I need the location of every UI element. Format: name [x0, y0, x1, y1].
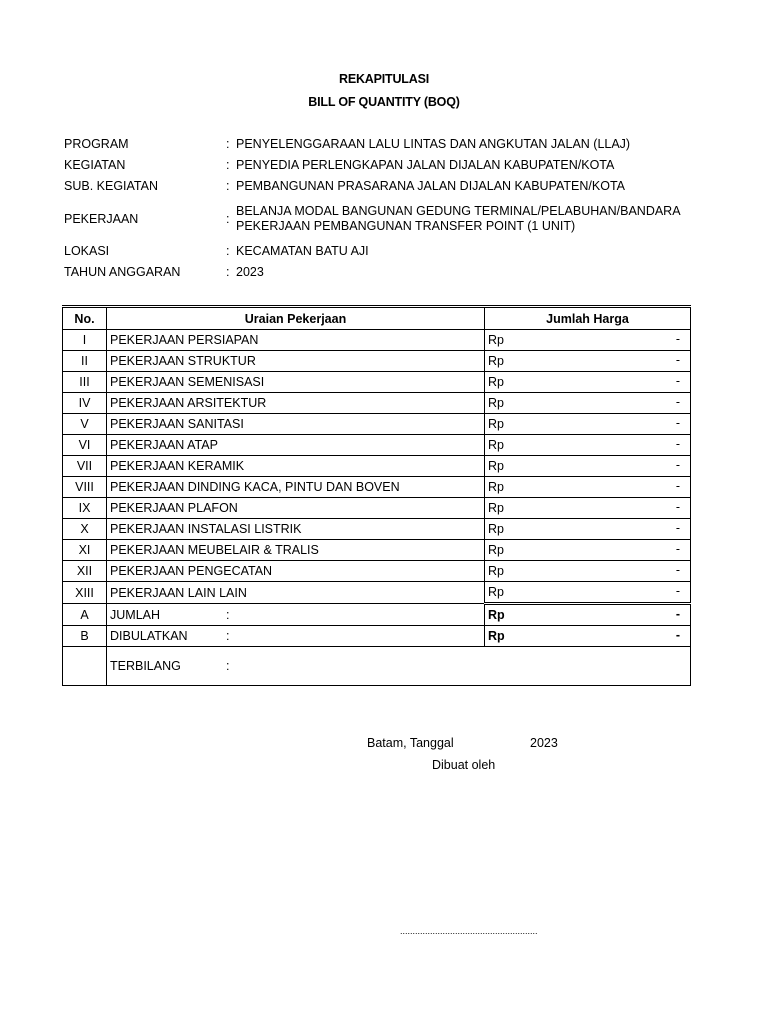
- row-currency: Rp: [488, 522, 504, 536]
- meta-value: PEMBANGUNAN PRASARANA JALAN DIJALAN KABUPATEN/KOTA: [236, 179, 625, 193]
- table-row: [63, 582, 691, 604]
- meta-row-program: [64, 137, 704, 157]
- row-amount-value: -: [675, 563, 680, 577]
- summary-description: [107, 626, 485, 647]
- meta-value-line1: BELANJA MODAL BANGUNAN GEDUNG TERMINAL/PELABUHAN/BANDARA: [236, 204, 681, 218]
- row-amount: [485, 540, 691, 561]
- meta-colon: :: [226, 244, 230, 258]
- row-amount: [485, 519, 691, 540]
- table-body: [63, 330, 691, 686]
- summary-row: [63, 626, 691, 647]
- row-currency: Rp: [488, 333, 504, 347]
- table-row: [63, 477, 691, 498]
- row-currency: Rp: [488, 480, 504, 494]
- row-number: V: [63, 414, 107, 435]
- row-amount-value: -: [675, 479, 680, 493]
- meta-row-tahun-anggaran: [64, 265, 704, 285]
- meta-colon: :: [226, 137, 230, 151]
- column-header-no: No.: [63, 307, 107, 330]
- summary-label: DIBULATKAN: [110, 629, 188, 643]
- summary-row: [63, 604, 691, 626]
- meta-colon: :: [226, 179, 230, 193]
- meta-value: KECAMATAN BATU AJI: [236, 244, 369, 258]
- meta-label: TAHUN ANGGARAN: [64, 265, 181, 279]
- row-amount: [485, 498, 691, 519]
- row-number: I: [63, 330, 107, 351]
- document-subtitle: BILL OF QUANTITY (BOQ): [308, 95, 460, 109]
- row-number: VIII: [63, 477, 107, 498]
- meta-row-sub-kegiatan: [64, 179, 704, 199]
- summary-colon: :: [226, 629, 230, 643]
- meta-value: 2023: [236, 265, 264, 279]
- row-amount-value: -: [675, 332, 680, 346]
- meta-label: PEKERJAAN: [64, 212, 139, 226]
- meta-label: KEGIATAN: [64, 158, 126, 172]
- row-currency: Rp: [488, 438, 504, 452]
- terbilang-colon: :: [226, 659, 230, 673]
- row-amount-value: -: [675, 395, 680, 409]
- table-row: [63, 435, 691, 456]
- summary-amount-value: -: [675, 628, 680, 642]
- row-number: IX: [63, 498, 107, 519]
- column-header-jumlah: Jumlah Harga: [485, 307, 691, 330]
- terbilang-number: [63, 647, 107, 686]
- row-amount-value: -: [675, 374, 680, 388]
- meta-colon: :: [226, 158, 230, 172]
- summary-description: [107, 604, 485, 626]
- row-amount: [485, 477, 691, 498]
- row-amount-value: -: [675, 458, 680, 472]
- row-number: IV: [63, 393, 107, 414]
- meta-value: [236, 204, 681, 234]
- row-currency: Rp: [488, 459, 504, 473]
- row-amount: [485, 330, 691, 351]
- signature-line: .......................................................: [400, 926, 538, 936]
- table-row: [63, 330, 691, 351]
- boq-table: [62, 305, 691, 686]
- row-amount-value: -: [675, 521, 680, 535]
- row-description: PEKERJAAN SEMENISASI: [107, 372, 485, 393]
- terbilang-description: [107, 647, 691, 686]
- column-header-uraian: Uraian Pekerjaan: [107, 307, 485, 330]
- row-description: PEKERJAAN PENGECATAN: [107, 561, 485, 582]
- row-description: PEKERJAAN ATAP: [107, 435, 485, 456]
- meta-value-line2: PEKERJAAN PEMBANGUNAN TRANSFER POINT (1 UNIT): [236, 219, 576, 233]
- summary-colon: :: [226, 607, 230, 622]
- row-description: PEKERJAAN PERSIAPAN: [107, 330, 485, 351]
- row-description: PEKERJAAN INSTALASI LISTRIK: [107, 519, 485, 540]
- row-amount: [485, 393, 691, 414]
- row-description: PEKERJAAN PLAFON: [107, 498, 485, 519]
- table-row: [63, 372, 691, 393]
- row-number: III: [63, 372, 107, 393]
- row-currency: Rp: [488, 585, 504, 599]
- meta-row-lokasi: [64, 244, 704, 264]
- row-amount: [485, 372, 691, 393]
- signature-year: 2023: [530, 736, 558, 750]
- row-description: PEKERJAAN MEUBELAIR & TRALIS: [107, 540, 485, 561]
- meta-row-kegiatan: [64, 158, 704, 178]
- row-number: XII: [63, 561, 107, 582]
- terbilang-label: TERBILANG: [110, 659, 181, 673]
- summary-currency: Rp: [488, 629, 505, 643]
- row-amount: [485, 456, 691, 477]
- row-description: PEKERJAAN ARSITEKTUR: [107, 393, 485, 414]
- row-amount: [485, 582, 691, 604]
- table-row: [63, 561, 691, 582]
- row-description: PEKERJAAN DINDING KACA, PINTU DAN BOVEN: [107, 477, 485, 498]
- meta-row-pekerjaan: [64, 204, 704, 236]
- row-number: VII: [63, 456, 107, 477]
- summary-amount: [485, 604, 691, 626]
- table-row: [63, 351, 691, 372]
- row-amount: [485, 561, 691, 582]
- terbilang-row: [63, 647, 691, 686]
- row-currency: Rp: [488, 543, 504, 557]
- row-number: II: [63, 351, 107, 372]
- table-header-row: [63, 307, 691, 330]
- row-number: XIII: [63, 582, 107, 604]
- row-amount-value: -: [675, 416, 680, 430]
- row-currency: Rp: [488, 354, 504, 368]
- row-number: XI: [63, 540, 107, 561]
- table-row: [63, 456, 691, 477]
- meta-value: PENYEDIA PERLENGKAPAN JALAN DIJALAN KABUPATEN/KOTA: [236, 158, 615, 172]
- row-currency: Rp: [488, 564, 504, 578]
- row-amount-value: -: [675, 542, 680, 556]
- row-amount: [485, 414, 691, 435]
- table-row: [63, 393, 691, 414]
- place-date: Batam, Tanggal: [367, 736, 454, 750]
- row-number: X: [63, 519, 107, 540]
- row-amount-value: -: [675, 584, 680, 598]
- summary-currency: Rp: [488, 608, 505, 622]
- summary-number: B: [63, 626, 107, 647]
- row-currency: Rp: [488, 396, 504, 410]
- row-amount: [485, 351, 691, 372]
- table-row: [63, 414, 691, 435]
- row-description: PEKERJAAN KERAMIK: [107, 456, 485, 477]
- table-row: [63, 519, 691, 540]
- summary-amount: [485, 626, 691, 647]
- row-currency: Rp: [488, 375, 504, 389]
- row-number: VI: [63, 435, 107, 456]
- row-currency: Rp: [488, 417, 504, 431]
- table-row: [63, 498, 691, 519]
- row-currency: Rp: [488, 501, 504, 515]
- meta-label: LOKASI: [64, 244, 110, 258]
- summary-amount-value: -: [675, 607, 680, 621]
- row-description: PEKERJAAN SANITASI: [107, 414, 485, 435]
- row-amount-value: -: [675, 353, 680, 367]
- row-description: PEKERJAAN LAIN LAIN: [107, 582, 485, 604]
- document-title: REKAPITULASI: [339, 72, 429, 86]
- made-by-label: Dibuat oleh: [432, 758, 496, 772]
- meta-colon: :: [226, 265, 230, 279]
- table-row: [63, 540, 691, 561]
- meta-label: SUB. KEGIATAN: [64, 179, 159, 193]
- row-amount-value: -: [675, 437, 680, 451]
- meta-value: PENYELENGGARAAN LALU LINTAS DAN ANGKUTAN JALAN (LLAJ): [236, 137, 631, 151]
- summary-label: JUMLAH: [110, 607, 161, 622]
- summary-number: A: [63, 604, 107, 626]
- row-amount-value: -: [675, 500, 680, 514]
- row-amount: [485, 435, 691, 456]
- row-description: PEKERJAAN STRUKTUR: [107, 351, 485, 372]
- meta-label: PROGRAM: [64, 137, 129, 151]
- meta-colon: :: [226, 212, 230, 226]
